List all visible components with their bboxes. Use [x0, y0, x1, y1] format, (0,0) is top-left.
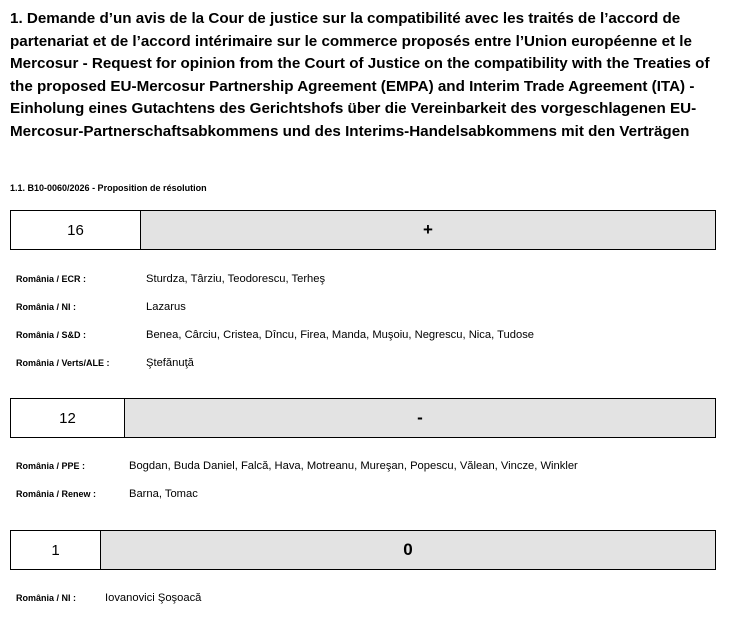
member-names: Bogdan, Buda Daniel, Falcă, Hava, Motreanu, Mureşan, Popescu, Vălean, Vincze, Winkler	[129, 460, 578, 472]
group-label: România / ECR :	[16, 274, 87, 284]
group-label: România / NI :	[16, 302, 77, 312]
vote-count-abstain: 1	[11, 531, 101, 569]
vote-box-abstain	[10, 530, 716, 570]
member-names: Iovanovici Şoşoacă	[105, 592, 202, 604]
member-names: Sturdza, Târziu, Teodorescu, Terheş	[146, 273, 326, 285]
vote-sign-against: -	[125, 399, 715, 437]
member-names: Barna, Tomac	[129, 488, 198, 500]
vote-row	[16, 356, 194, 370]
group-label: România / S&D :	[16, 330, 87, 340]
vote-sign-for: +	[141, 211, 715, 249]
group-label: România / NI :	[16, 593, 77, 603]
vote-row	[16, 272, 326, 286]
vote-sign-abstain: 0	[101, 531, 715, 569]
vote-row	[16, 459, 578, 473]
group-label: România / Verts/ALE :	[16, 358, 110, 368]
vote-row	[16, 328, 535, 342]
member-names: Benea, Cârciu, Cristea, Dîncu, Firea, Manda, Muşoiu, Negrescu, Nica, Tudose	[146, 329, 535, 341]
group-label: România / PPE :	[16, 461, 86, 471]
group-label: România / Renew :	[16, 489, 97, 499]
vote-row	[16, 300, 186, 314]
resolution-subtitle: 1.1. B10-0060/2026 - Proposition de résolution	[10, 183, 207, 193]
member-names: Ştefănuţă	[146, 357, 194, 369]
document-title: 1. Demande d’un avis de la Cour de justice sur la compatibilité avec les traités de l’accord de partenariat et de l’accord intérimaire sur le commerce proposés entre l’Union européenne et le Mercosur - Request for opinion from the Court of Justice on the compatibility with the Treaties of the proposed EU-Mercosur Partnership Agreement (EMPA) and Interim Trade Agreement (ITA) - Einholung eines Gutachtens des Gerichtshofs über die Vereinbarkeit des vorgeschlagenen EU-Mercosur-Partnerschaftsabkommens und des Interims-Handelsabkommens mit den Verträgen	[10, 10, 710, 140]
vote-row	[16, 591, 202, 605]
vote-row	[16, 487, 198, 501]
member-names: Lazarus	[146, 301, 186, 313]
vote-box-against	[10, 398, 716, 438]
vote-box-for	[10, 210, 716, 250]
vote-count-against: 12	[11, 399, 125, 437]
vote-count-for: 16	[11, 211, 141, 249]
